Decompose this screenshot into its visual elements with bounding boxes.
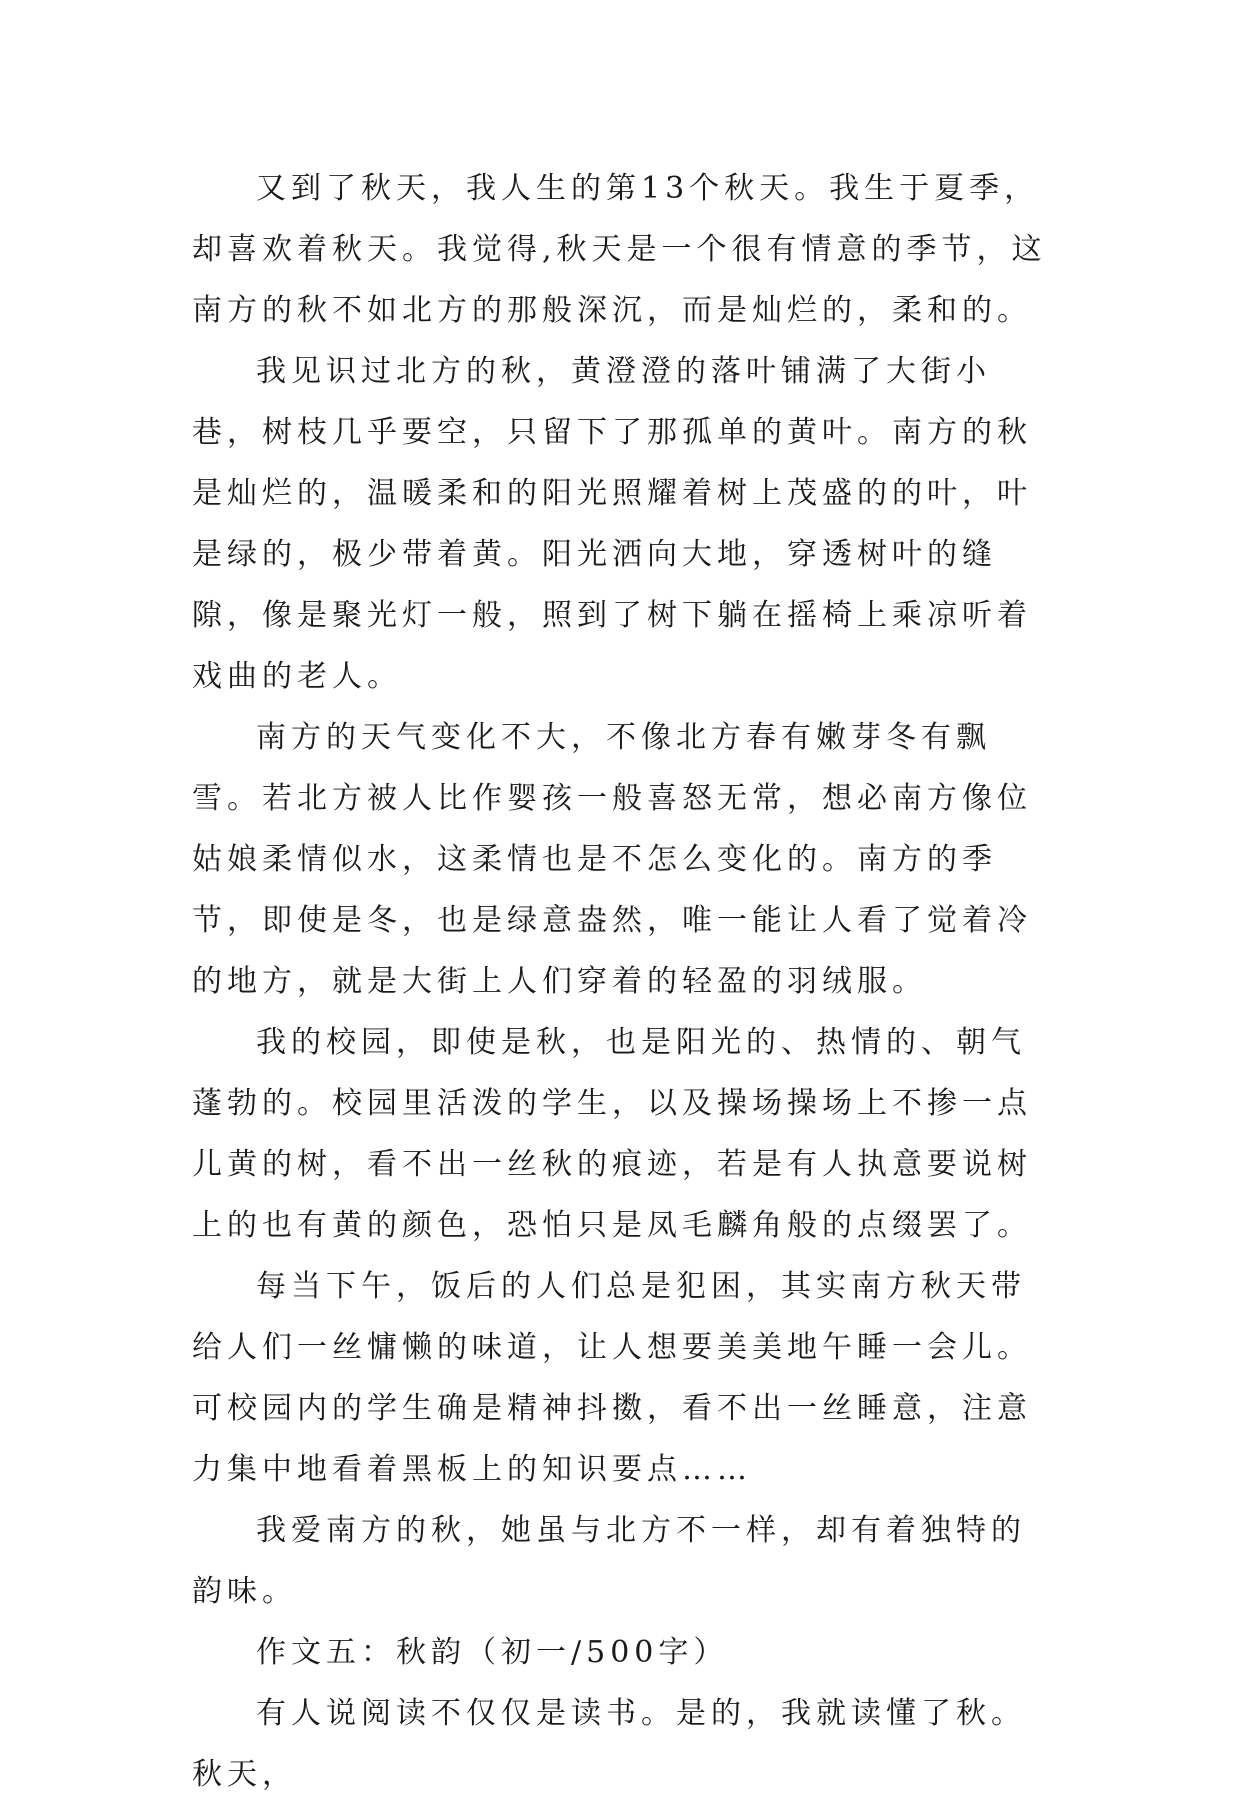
paragraph-6: 我爱南方的秋，她虽与北方不一样，却有着独特的韵味。 — [192, 1513, 1026, 1609]
paragraph-5: 每当下午，饭后的人们总是犯困，其实南方秋天带给人们一丝慵懒的味道，让人想要美美地午睡一会儿。可校园内的学生确是精神抖擞，看不出一丝睡意，注意力集中地看着黑板上的知识要点…… — [192, 1269, 1032, 1487]
paragraph-4: 我的校园，即使是秋，也是阳光的、热情的、朝气蓬勃的。校园里活泼的学生，以及操场操场上不掺一点儿黄的树，看不出一丝秋的痕迹，若是有人执意要说树上的也有黄的颜色，恐怕只是凤毛麟角般的点缀罢了。 — [192, 1025, 1032, 1243]
paragraph-7: 有人说阅读不仅仅是读书。是的，我就读懂了秋。秋天， — [192, 1696, 1026, 1792]
paragraph-3: 南方的天气变化不大，不像北方春有嫩芽冬有飘雪。若北方被人比作婴孩一般喜怒无常，想必南方像位姑娘柔情似水，这柔情也是不怎么变化的。南方的季节，即使是冬，也是绿意盎然，唯一能让人看了觉着冷的地方，就是大街上人们穿着的轻盈的羽绒服。 — [192, 720, 1032, 999]
document-body — [192, 158, 1057, 1805]
paragraph-1: 又到了秋天，我人生的第13个秋天。我生于夏季，却喜欢着秋天。我觉得,秋天是一个很有情意的季节，这南方的秋不如北方的那般深沉，而是灿烂的，柔和的。 — [192, 171, 1047, 328]
paragraph-2: 我见识过北方的秋，黄澄澄的落叶铺满了大街小巷，树枝几乎要空，只留下了那孤单的黄叶。南方的秋是灿烂的，温暖柔和的阳光照耀着树上茂盛的的叶，叶是绿的，极少带着黄。阳光洒向大地，穿透树叶的缝隙，像是聚光灯一般，照到了树下躺在摇椅上乘凉听着戏曲的老人。 — [192, 354, 1032, 694]
essay-heading: 作文五：秋韵（初一/500字） — [256, 1635, 729, 1670]
